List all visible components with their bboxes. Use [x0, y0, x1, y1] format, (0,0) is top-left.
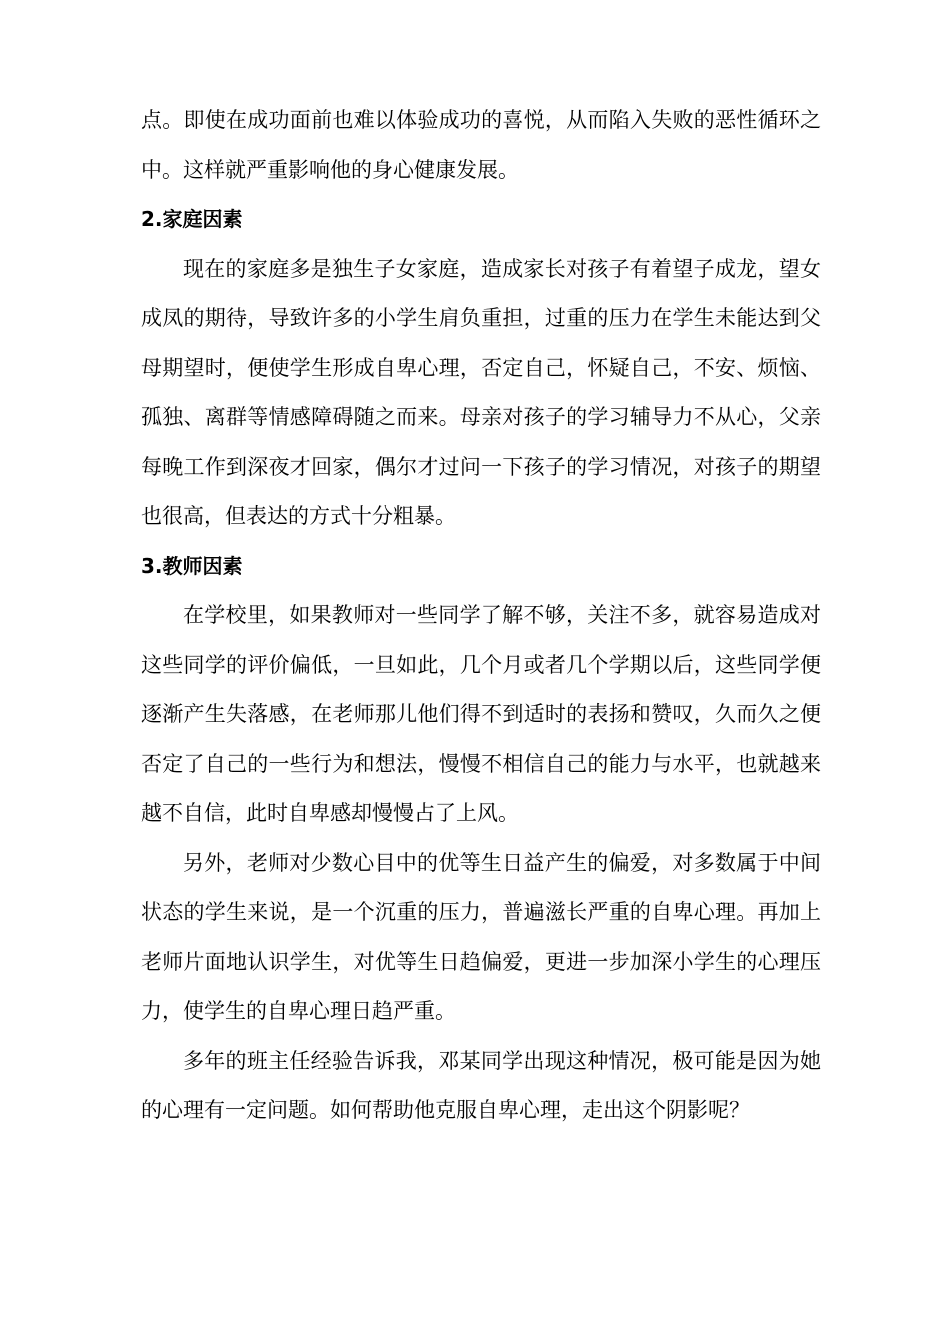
section-heading-family-factors: 2.家庭因素 [141, 207, 243, 231]
section-heading-teacher-factors: 3.教师因素 [141, 553, 243, 578]
paragraph-teacher-factors-1: 在学校里，如果教师对一些同学了解不够，关注不多，就容易造成对这些同学的评价偏低，一旦如此，几个月或者几个学期以后，这些同学便逐渐产生失落感，在老师那儿他们得不到适时的表扬和赞叹，久而久之便否定了自己的一些行为和想法，慢慢不相信自己的能力与水平，也就越来越不自信，此时自卑感却慢慢占了上风。 [141, 603, 821, 825]
paragraph-family-factors: 现在的家庭多是独生子女家庭，造成家长对孩子有着望子成龙，望女成凤的期待，导致许多的小学生肩负重担，过重的压力在学生未能达到父母期望时，便使学生形成自卑心理，否定自己，怀疑自己，不安、烦恼、孤独、离群等情感障碍随之而来。母亲对孩子的学习辅导力不从心，父亲每晚工作到深夜才回家，偶尔才过问一下孩子的学习情况，对孩子的期望也很高，但表达的方式十分粗暴。 [141, 256, 821, 528]
paragraph-conclusion: 多年的班主任经验告诉我，邓某同学出现这种情况，极可能是因为她的心理有一定问题。如何帮助他克服自卑心理，走出这个阴影呢？ [141, 1048, 821, 1122]
paragraph-teacher-factors-2: 另外，老师对少数心目中的优等生日益产生的偏爱，对多数属于中间状态的学生来说，是一个沉重的压力，普遍滋长严重的自卑心理。再加上老师片面地认识学生，对优等生日趋偏爱，更进一步加深小学生的心理压力，使学生的自卑心理日趋严重。 [141, 850, 821, 1023]
paragraph-continuation: 点。即使在成功面前也难以体验成功的喜悦，从而陷入失败的恶性循环之中。这样就严重影响他的身心健康发展。 [141, 108, 821, 182]
document-body [141, 96, 821, 1136]
